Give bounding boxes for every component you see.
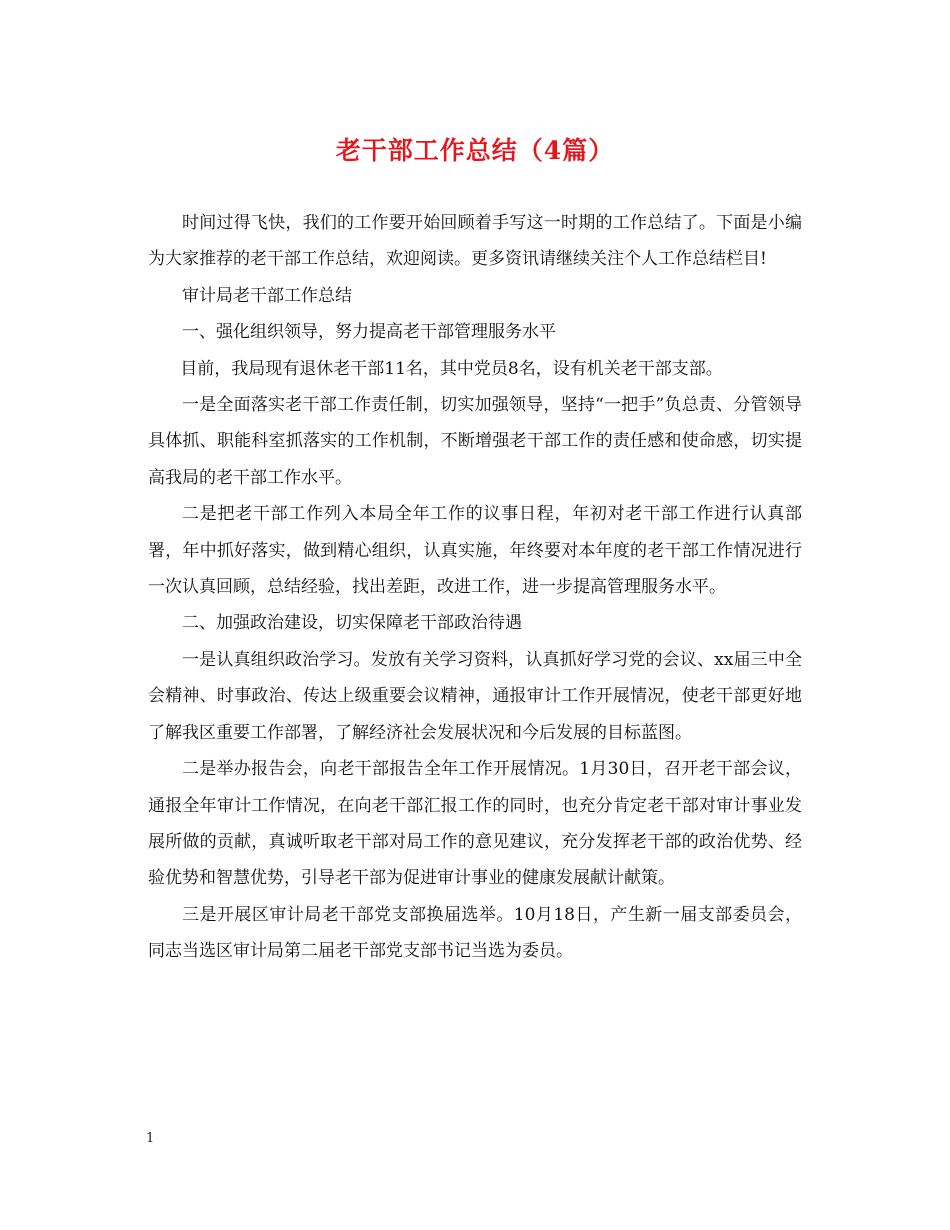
body-paragraph: 目前，我局现有退休老干部11名，其中党员8名，设有机关老干部支部。 bbox=[180, 358, 723, 379]
intro-paragraph: 时间过得飞快，我们的工作要开始回顾着手写这一时期的工作总结了。下面是小编为大家推荐的老干部工作总结，欢迎阅读。更多资讯请继续关注个人工作总结栏目! bbox=[148, 213, 802, 270]
section-heading-two: 二、加强政治建设，切实保障老干部政治待遇 bbox=[182, 613, 522, 634]
body-paragraph: 一是全面落实老干部工作责任制，切实加强领导，坚持“一把手”负总责、分管领导具体抓、职能科室抓落实的工作机制，不断增强老干部工作的责任感和使命感，切实提高我局的老干部工作水平。 bbox=[148, 395, 802, 488]
page-number: 1 bbox=[146, 1131, 155, 1146]
body-paragraph: 三是开展区审计局老干部党支部换届选举。10月18日，产生新一届支部委员会，同志当选区审计局第二届老干部党支部书记当选为委员。 bbox=[148, 904, 802, 962]
body-paragraph: 一是认真组织政治学习。发放有关学习资料，认真抓好学习党的会议、xx届三中全会精神、时事政治、传达上级重要会议精神，通报审计工作开展情况，使老干部更好地了解我区重要工作部署，了解经济社会发展状况和今后发展的目标蓝图。 bbox=[148, 649, 802, 743]
section-heading-audit-bureau: 审计局老干部工作总结 bbox=[182, 285, 352, 306]
document-body bbox=[148, 205, 802, 970]
section-heading-one: 一、强化组织领导，努力提高老干部管理服务水平 bbox=[182, 322, 556, 343]
document-title: 老干部工作总结（4篇） bbox=[335, 136, 615, 165]
body-paragraph: 二是把老干部工作列入本局全年工作的议事日程，年初对老干部工作进行认真部署，年中抓好落实，做到精心组织，认真实施，年终要对本年度的老干部工作情况进行一次认真回顾，总结经验，找出差距，改进工作，进一步提高管理服务水平。 bbox=[148, 504, 802, 598]
body-paragraph: 二是举办报告会，向老干部报告全年工作开展情况。1月30日，召开老干部会议，通报全年审计工作情况，在向老干部汇报工作的同时，也充分肯定老干部对审计事业发展所做的贡献，真诚听取老干部对局工作的意见建议，充分发挥老干部的政治优势、经验优势和智慧优势，引导老干部为促进审计事业的健康发展献计献策。 bbox=[148, 759, 802, 889]
